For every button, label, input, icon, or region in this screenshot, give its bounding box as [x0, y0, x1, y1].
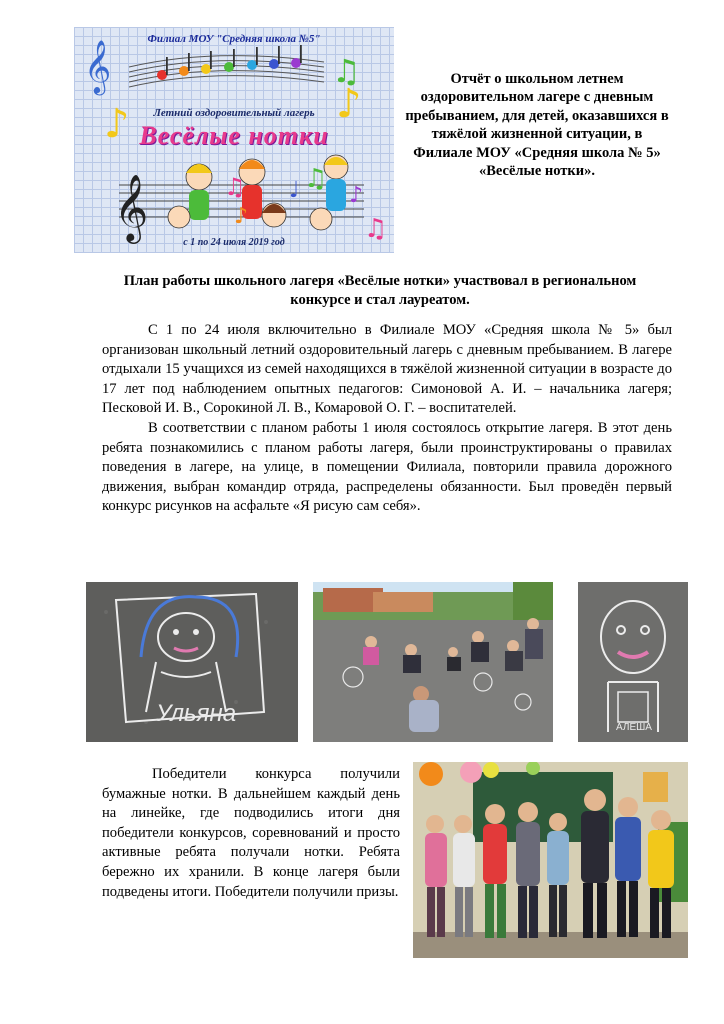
- note-icon: ♪: [104, 101, 130, 147]
- svg-text:♪: ♪: [234, 204, 249, 229]
- paragraph-opening: В соответствии с планом работы 1 июля состоялось открытие лагеря. В этот день ребята познакомились с планом работы лагеря, были проинструктированы о правилах поведения в лагере, на улице, в помещении Филиала, повторили правила дорожного движения, выбран командир отряда, распределены обязанности. Был проведён первый конкурс рисунков на асфальте «Я рисую сам себя».: [102, 419, 672, 515]
- report-body: [102, 321, 672, 517]
- photo-children-drawing-outside: [313, 582, 553, 742]
- svg-text:♫: ♫: [304, 164, 328, 194]
- photo-chalk-drawing-girl: [86, 582, 298, 742]
- report-title: Отчёт о школьном летнем оздоровительном лагере с дневным пребыванием, для детей, оказавшихся в тяжёлой жизненной ситуации, в Филиале МОУ «Средняя школа № 5» «Весёлые нотки».: [405, 71, 669, 180]
- chalk-caption-left: Ульяна: [156, 700, 237, 727]
- svg-text:♫: ♫: [224, 173, 246, 201]
- svg-text:♪: ♪: [349, 183, 364, 208]
- poster-branch-name: Филиал МОУ "Средняя школа №5": [147, 33, 321, 45]
- poster-camp-type: Летний оздоровительный лагерь: [153, 107, 315, 119]
- poster-camp-name: Весёлые нотки: [139, 121, 329, 150]
- winners-text: [102, 765, 400, 902]
- poster-dates: с 1 по 24 июля 2019 год: [183, 237, 285, 248]
- lead-heading: План работы школьного лагеря «Весёлые нотки» участвовал в региональном конкурсе и стал лауреатом.: [123, 273, 637, 308]
- treble-clef-icon: 𝄞: [84, 39, 112, 93]
- note-icon: ♪: [336, 81, 362, 127]
- chalk-caption-right: АЛЁША: [616, 722, 652, 733]
- svg-text:♩: ♩: [289, 178, 300, 203]
- paragraph-winners: Победители конкурса получили бумажные нотки. В дальнейшем каждый день на линейке, где подводились итоги дня победители конкурсов, соревнований и просто активные ребята получали нотки. Ребята бережно их хранили. В конце лагеря были подведены итоги. Победители получили призы.: [102, 766, 400, 900]
- camp-poster: [74, 27, 394, 253]
- treble-clef-icon: 𝄞: [114, 173, 149, 241]
- photo-chalk-drawing-boy: [578, 582, 688, 742]
- note-icon: ♫: [332, 52, 361, 90]
- photo-children-group: [413, 762, 688, 958]
- note-icon: ♫: [364, 214, 388, 244]
- paragraph-intro: С 1 по 24 июля включительно в Филиале МОУ «Средняя школа № 5» был организован школьный летний оздоровительный лагерь с дневным пребыванием. В лагере отдыхали 15 учащихся из семей находящихся в тяжёлой жизненной ситуации в возрасте до 17 лет под наблюдением опытных педагогов: Симоновой А. И. – начальника лагеря; Песковой И. В., Сорокиной Л. В., Комаровой О. Г. – воспитателей.: [102, 322, 672, 417]
